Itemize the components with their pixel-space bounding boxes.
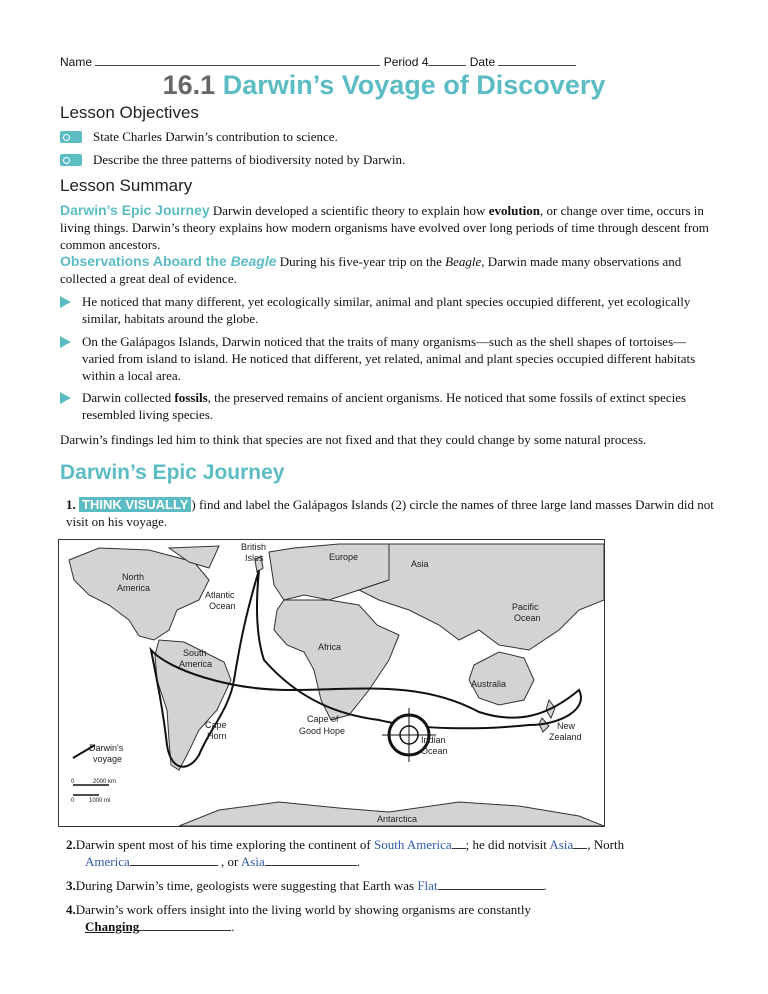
question-1: 1. THINK VISUALLY ) find and label the Galápagos Islands (2) circle the names of three large land masses Darwin did not visit on his voyage. [66, 497, 714, 529]
summary-conclusion: Darwin’s findings led him to think that species are not fixed and that they could change by some natural process. [60, 432, 647, 447]
map-label: Africa [318, 642, 342, 652]
key-icon [60, 131, 82, 143]
question-4: 4.Darwin’s work offers insight into the living world by showing organisms are constantly [66, 902, 531, 917]
map-label: Good Hope [299, 726, 346, 736]
answer-field[interactable]: Changing [85, 919, 140, 934]
title-text: Darwin’s Voyage of Discovery [222, 70, 606, 100]
map-label: Antarctica [377, 814, 418, 824]
map-label: Zealand [549, 732, 582, 742]
header-line [60, 54, 576, 69]
period-field[interactable] [428, 54, 466, 66]
map-label: voyage [93, 754, 123, 764]
map-label: South [183, 648, 207, 658]
voyage-map [58, 539, 605, 827]
question-4-cont: Changing . [85, 919, 235, 934]
answer-field[interactable]: Asia [549, 837, 574, 852]
section-heading: Darwin’s Epic Journey [60, 461, 285, 484]
name-label: Name [60, 55, 93, 69]
date-label: Date [469, 55, 496, 69]
map-label: British [241, 542, 267, 552]
question-3: 3.During Darwin’s time, geologists were suggesting that Earth was Flat . [66, 878, 547, 893]
map-label: New [557, 721, 576, 731]
answer-field[interactable]: America [85, 854, 130, 869]
map-label: Ocean [421, 746, 448, 756]
think-visually-badge: THINK VISUALLY [79, 497, 191, 512]
map-label: Darwin's [89, 743, 124, 753]
map-label: Indian [421, 735, 446, 745]
triangle-bullet-icon [60, 392, 71, 404]
question-2-cont: America , or Asia . [85, 854, 360, 869]
map-label: Ocean [514, 613, 541, 623]
answer-field[interactable]: Flat [417, 878, 438, 893]
run-in-heading: Observations Aboard the Beagle [60, 253, 277, 269]
objective-item: Describe the three patterns of biodiversity noted by Darwin. [93, 152, 406, 167]
name-field[interactable] [95, 54, 380, 66]
summary-heading: Lesson Summary [60, 176, 193, 195]
page-title [0, 70, 768, 101]
question-2: 2.Darwin spent most of his time exploring the continent of South America ; he did notvisit Asia , North [66, 837, 625, 852]
answer-field[interactable]: Asia [240, 854, 265, 869]
period-value: 4 [421, 55, 429, 69]
map-label: America [117, 583, 151, 593]
map-label: Horn [207, 731, 227, 741]
map-label: 0 [71, 779, 75, 785]
map-label: 1000 mi [89, 798, 111, 804]
map-label: 2000 km [93, 779, 117, 785]
answer-field[interactable]: South America [373, 837, 452, 852]
title-number: 16.1 [162, 70, 216, 100]
map-label: Asia [411, 559, 429, 569]
map-label: Europe [329, 552, 359, 562]
map-label: Cape [205, 720, 227, 730]
objectives-heading: Lesson Objectives [60, 103, 199, 122]
map-label: Australia [471, 679, 507, 689]
map-label: Atlantic [205, 590, 235, 600]
map-label: Isles [245, 553, 264, 563]
summary-paragraph-2: Observations Aboard the Beagle During his five-year trip on the Beagle, Darwin made many observations and collected a great deal of evidence. [60, 253, 682, 286]
triangle-bullet-icon [60, 336, 71, 348]
map-label: America [179, 659, 213, 669]
period-label: Period [383, 55, 419, 69]
map-label: 0 [71, 798, 75, 804]
map-label: Cape of [307, 714, 339, 724]
run-in-heading: Darwin’s Epic Journey [60, 202, 210, 218]
date-field[interactable] [498, 54, 576, 66]
triangle-bullet-icon [60, 296, 71, 308]
map-label: Ocean [209, 601, 236, 611]
map-label: North [122, 572, 145, 582]
summary-paragraph-1: Darwin’s Epic Journey Darwin developed a scientific theory to explain how evolution, or change over time, occurs in living things. Darwin’s theory explains how modern organisms have evolved over long periods of time through descent from common ancestors. [60, 202, 709, 252]
map-label: Pacific [512, 602, 539, 612]
key-icon [60, 154, 82, 166]
objective-item: State Charles Darwin’s contribution to science. [93, 129, 338, 144]
